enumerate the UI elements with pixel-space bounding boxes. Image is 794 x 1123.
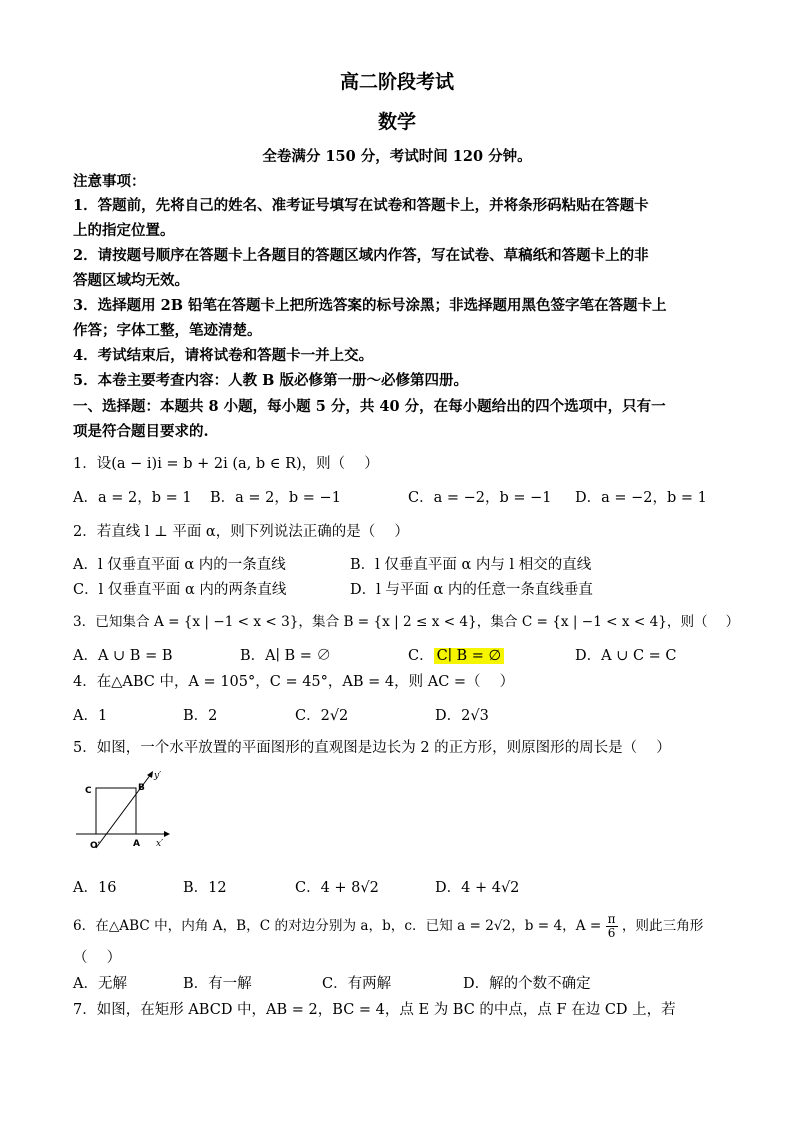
q6-frac-num: π bbox=[607, 912, 616, 926]
note-line: 4．考试结束后，请将试卷和答题卡一并上交。 bbox=[73, 347, 374, 364]
q6-option-d[interactable]: D．解的个数不确定 bbox=[463, 976, 591, 992]
section-heading-cont: 项是符合题目要求的. bbox=[73, 423, 209, 440]
q3-option-c-letter: C． bbox=[408, 648, 434, 664]
q6-frac-den: 6 bbox=[607, 926, 616, 940]
question-1-stem: 1．设(a − i)i = b + 2i (a, b ∈ R)，则（ ） bbox=[73, 456, 379, 472]
y-axis-arrow bbox=[147, 771, 153, 778]
exam-title: 高二阶段考试 bbox=[339, 71, 454, 93]
label-b: B bbox=[138, 783, 145, 793]
label-c: C bbox=[85, 786, 92, 796]
note-line: 作答；字体工整，笔迹清楚。 bbox=[73, 322, 262, 339]
question-2-stem: 2．若直线 l ⊥ 平面 α，则下列说法正确的是（ ） bbox=[73, 524, 409, 540]
label-x: x′ bbox=[156, 839, 164, 849]
q1-option-c[interactable]: C．a = −2，b = −1 bbox=[408, 490, 552, 506]
q6-stem-pre: 6．在△ABC 中，内角 A，B，C 的对边分别为 a，b，c．已知 a = 2√2，b = 4，A = bbox=[73, 918, 602, 934]
q1-option-b[interactable]: B．a = 2，b = −1 bbox=[210, 490, 341, 506]
q4-option-a[interactable]: A．1 bbox=[73, 708, 108, 724]
q5-option-c[interactable]: C．4 + 8√2 bbox=[295, 880, 379, 896]
q5-option-d[interactable]: D．4 + 4√2 bbox=[435, 880, 520, 896]
q6-paren: （ ） bbox=[73, 950, 122, 966]
label-a: A bbox=[133, 839, 140, 849]
q4-option-d[interactable]: D．2√3 bbox=[435, 708, 489, 724]
exam-info: 全卷满分 150 分，考试时间 120 分钟。 bbox=[262, 148, 532, 165]
q6-option-a[interactable]: A．无解 bbox=[73, 976, 127, 992]
question-5-stem: 5．如图，一个水平放置的平面图形的直观图是边长为 2 的正方形，则原图形的周长是（ ） bbox=[73, 740, 671, 756]
x-axis-arrow bbox=[164, 831, 170, 837]
q2-option-a[interactable]: A．l 仅垂直平面 α 内的一条直线 bbox=[73, 557, 286, 573]
question-4-stem: 4．在△ABC 中，A = 105°，C = 45°，AB = 4，则 AC =（ ） bbox=[73, 674, 515, 690]
q3-option-a[interactable]: A．A ∪ B = B bbox=[73, 648, 173, 664]
q2-option-c[interactable]: C．l 仅垂直平面 α 内的两条直线 bbox=[73, 582, 287, 598]
note-line: 2．请按题号顺序在答题卡上各题目的答题区域内作答，写在试卷、草稿纸和答题卡上的非 bbox=[73, 247, 649, 264]
square-figure bbox=[96, 788, 136, 834]
highlighted-answer: C∣ B = ∅ bbox=[434, 648, 505, 664]
q5-figure bbox=[72, 768, 172, 854]
section-heading: 一、选择题：本题共 8 小题，每小题 5 分，共 40 分，在每小题给出的四个选项中，只有一 bbox=[73, 398, 666, 415]
note-line: 3．选择题用 2B 铅笔在答题卡上把所选答案的标号涂黑；非选择题用黑色签字笔在答题卡上 bbox=[73, 297, 667, 314]
note-line: 5．本卷主要考查内容：人教 B 版必修第一册～必修第四册。 bbox=[73, 372, 468, 389]
note-line: 上的指定位置。 bbox=[73, 222, 175, 239]
notes-heading: 注意事项： bbox=[73, 173, 146, 190]
q5-option-a[interactable]: A．16 bbox=[73, 880, 117, 896]
q5-option-b[interactable]: B．12 bbox=[183, 880, 227, 896]
subject-title: 数学 bbox=[377, 111, 416, 133]
q2-option-b[interactable]: B．l 仅垂直平面 α 内与 l 相交的直线 bbox=[350, 557, 592, 573]
note-line: 1．答题前，先将自己的姓名、准考证号填写在试卷和答题卡上，并将条形码粘贴在答题卡 bbox=[73, 197, 649, 214]
q6-fraction bbox=[606, 913, 618, 940]
q6-option-c[interactable]: C．有两解 bbox=[322, 976, 392, 992]
q3-option-c[interactable] bbox=[408, 646, 504, 666]
q6-stem-post: ，则此三角形 bbox=[621, 918, 704, 934]
question-7-stem: 7．如图，在矩形 ABCD 中，AB = 2，BC = 4，点 E 为 BC 的中点，点 F 在边 CD 上，若 bbox=[73, 1002, 676, 1018]
q1-option-a[interactable]: A．a = 2，b = 1 bbox=[73, 490, 192, 506]
note-line: 答题区域均无效。 bbox=[73, 272, 189, 289]
q4-option-b[interactable]: B．2 bbox=[183, 708, 218, 724]
label-y: y′ bbox=[154, 771, 162, 781]
q4-option-c[interactable]: C．2√2 bbox=[295, 708, 349, 724]
q2-option-d[interactable]: D．l 与平面 α 内的任意一条直线垂直 bbox=[350, 582, 593, 598]
q3-option-d[interactable]: D．A ∪ C = C bbox=[575, 648, 677, 664]
label-o: O′ bbox=[90, 841, 101, 851]
q6-option-b[interactable]: B．有一解 bbox=[183, 976, 252, 992]
question-3-stem: 3．已知集合 A = {x | −1 < x < 3}，集合 B = {x | 2 ≤ x < 4}，集合 C = {x | −1 < x < 4}，则（ ） bbox=[73, 614, 740, 630]
q3-option-b[interactable]: B．A∣ B = ∅ bbox=[240, 648, 331, 664]
question-6-stem bbox=[73, 913, 703, 940]
q1-option-d[interactable]: D．a = −2，b = 1 bbox=[575, 490, 707, 506]
